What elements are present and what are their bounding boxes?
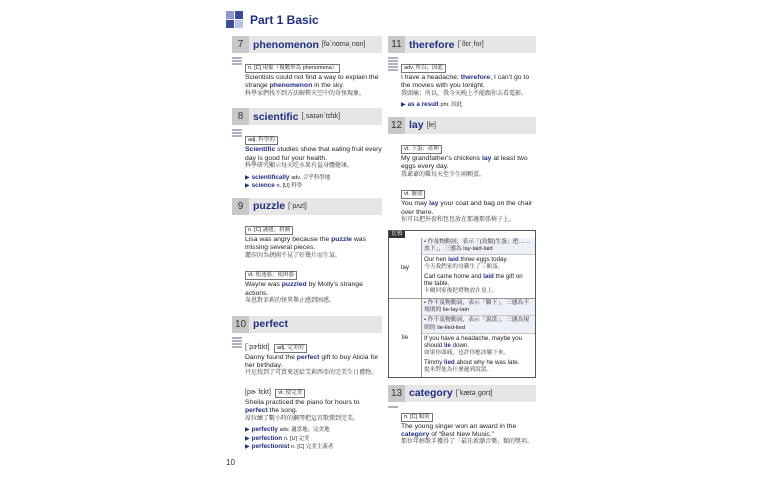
entry-number: 10 bbox=[232, 316, 249, 333]
arrow-icon: ▶ bbox=[245, 183, 250, 190]
headword: puzzle bbox=[253, 200, 286, 213]
headword: therefore bbox=[409, 38, 455, 51]
entry-number: 11 bbox=[388, 36, 405, 53]
example-en: Carl came home and laid the gift on the table. bbox=[424, 272, 523, 288]
squares-logo-icon bbox=[226, 11, 244, 29]
derivative: ▶ perfectly adv. 適當地；完美地 bbox=[245, 426, 330, 434]
headword: scientific bbox=[253, 110, 299, 123]
example-en: You may lay your coat and bag on the chair over there. bbox=[401, 200, 533, 216]
entry-header bbox=[232, 36, 382, 53]
headword: lay bbox=[409, 119, 424, 132]
part-of-speech: vt. 使迷惑；使困惑 bbox=[245, 271, 297, 280]
example-en: Scientists could not find a way to explain the strange phenomenon in the sky. bbox=[245, 74, 379, 90]
example-en: Danny found the perfect gift to buy Alicia for her birthday. bbox=[245, 353, 379, 370]
example-en: Our hen laid three eggs today. bbox=[424, 256, 508, 264]
page-header bbox=[226, 8, 319, 32]
entry-header bbox=[388, 36, 536, 53]
page-title: Part 1 Basic bbox=[250, 13, 319, 27]
exam-year-icon bbox=[232, 129, 245, 137]
usage-note: • 作及物動詞，表示「(鳥類)生蛋；把……放下」，三態為 lay-laid-laid bbox=[422, 238, 535, 255]
example-zh: 席拉練了數小時的鋼琴把這首歌彈到完美。 bbox=[245, 415, 360, 422]
entry-perfect bbox=[232, 316, 382, 452]
entry-header bbox=[388, 117, 536, 134]
derivative: ▶ perfectionist n. [C] 完美主義者 bbox=[245, 443, 334, 451]
example-zh: 我頭痛；所以，我今天晚上不能跟你去看電影。 bbox=[401, 90, 528, 97]
usage-note: • 作不及物動詞，表示「躺下」，三態為不規則的 lie-lay-lain bbox=[422, 299, 535, 316]
example-zh: 提米對他為什麼遲到說謊。 bbox=[424, 366, 493, 373]
example-en: Sheila practiced the piano for hours to perfect the song. bbox=[245, 399, 360, 415]
part-of-speech: vt. 擺放 bbox=[401, 190, 425, 199]
entry-header bbox=[388, 385, 536, 402]
example-en: My grandfather’s chickens lay at least two eggs every day. bbox=[401, 154, 528, 171]
entry-category bbox=[388, 385, 536, 450]
exam-year-icon bbox=[232, 57, 245, 65]
arrow-icon: ▶ bbox=[245, 427, 250, 434]
comparison-table bbox=[388, 230, 536, 378]
arrow-icon: ▶ bbox=[245, 444, 250, 451]
derivative: ▶ science n. [U] 科學 bbox=[245, 182, 303, 190]
part-of-speech: n. [C] 類別 bbox=[401, 413, 433, 422]
example-zh: 你可以把外套和包包放在那邊那張椅子上。 bbox=[401, 217, 516, 224]
phonetic: [le] bbox=[426, 121, 436, 129]
example-zh: 那位年輕歌手獲得了「最佳新潮音樂」類的獎項。 bbox=[401, 439, 534, 446]
example-zh: 科學研究顯示每天吃水果有益身體健康。 bbox=[245, 163, 354, 170]
phonetic: [fəˋnɑmə͵nɑn] bbox=[321, 41, 366, 48]
example-zh: 韋恩對茉莉的怪異舉止感到困惑。 bbox=[245, 298, 336, 305]
derivative: ▶ scientifically adv. 合乎科學地 bbox=[245, 173, 331, 181]
entry-number: 8 bbox=[232, 108, 249, 125]
example-zh: 麗莎因為拼圖不見了好幾片而生氣。 bbox=[245, 252, 342, 259]
headword: phenomenon bbox=[253, 38, 319, 51]
phonetic: [ˋpʌzl̩] bbox=[288, 202, 307, 210]
usage-note: • 作不及物動詞，表示「說謊」，三態為規則的 lie-lied-lied bbox=[422, 316, 535, 333]
phonetic: [͵saɪənˋtɪfɪk] bbox=[301, 113, 341, 121]
exam-year-icon bbox=[388, 406, 401, 408]
phonetic: [ˋpɝfɪkt] bbox=[245, 343, 270, 351]
right-column bbox=[388, 36, 536, 457]
example-en: Wayne was puzzled by Molly’s strange actions. bbox=[245, 281, 363, 297]
part-of-speech: adv. 所以；因此 bbox=[401, 64, 446, 73]
entry-lay bbox=[388, 117, 536, 378]
entry-therefore bbox=[388, 36, 536, 110]
example-en: Timmy lied about why he was late. bbox=[424, 358, 520, 366]
example-zh: 如果你頭痛，也許你應該躺下來。 bbox=[424, 349, 510, 356]
part-of-speech: adj. 科學的 bbox=[245, 136, 278, 145]
phonetic: [ˋðɛr͵for] bbox=[457, 41, 484, 48]
entry-phenomenon bbox=[232, 36, 382, 101]
example-en: I have a headache; therefore, I can’t go to the movies with you tonight. bbox=[401, 74, 530, 90]
left-column bbox=[232, 36, 382, 459]
synonym: ▶ as a result phr. 因此 bbox=[401, 101, 463, 109]
part-of-speech: vt. 下蛋；產卵 bbox=[401, 145, 442, 154]
part-of-speech: n. [C] 謎題；拼圖 bbox=[245, 226, 293, 235]
example-zh: 丹尼找到了可買來送給艾莉西亞的完美生日禮物。 bbox=[245, 370, 378, 377]
example-en: The young singer won an award in the category of “Best New Music.” bbox=[401, 422, 517, 438]
arrow-icon: ▶ bbox=[245, 435, 250, 442]
exam-year-icon bbox=[232, 337, 245, 348]
page-number: 10 bbox=[226, 458, 235, 467]
comparison-row-lay: lay • 作及物動詞，表示「(鳥類)生蛋；把……放下」，三態為 lay-laid-laid Our hen laid three eggs today. 今天我們家的母雞生了三顆蛋。 Carl came home and laid the gift on the table. 卡爾回家後把禮物放在桌上。 bbox=[389, 238, 535, 298]
entry-number: 9 bbox=[232, 198, 249, 215]
part-of-speech: vt. 使完美 bbox=[275, 389, 305, 398]
example-zh: 卡爾回家後把禮物放在桌上。 bbox=[424, 287, 498, 294]
example-zh: 我爺爺的雞每天至少生兩顆蛋。 bbox=[401, 171, 486, 178]
entry-puzzle bbox=[232, 198, 382, 309]
exam-year-icon bbox=[388, 57, 401, 71]
derivative: ▶ perfection n. [U] 完美 bbox=[245, 434, 310, 442]
comparison-title: 比較 bbox=[389, 231, 405, 238]
example-en: If you have a headache, maybe you should lie down. bbox=[424, 334, 523, 350]
part-of-speech: adj. 完美的 bbox=[274, 344, 307, 353]
entry-header bbox=[232, 108, 382, 125]
part-of-speech: n. [C] 現象（複數形為 phenomena） bbox=[245, 64, 340, 73]
headword: perfect bbox=[253, 318, 289, 331]
entry-header bbox=[232, 316, 382, 333]
phonetic: [pɚˋfɛkt] bbox=[245, 389, 271, 397]
comparison-row-lie: lie • 作不及物動詞，表示「躺下」，三態為不規則的 lie-lay-lain • 作不及物動詞，表示「說謊」，三態為規則的 lie-lied-lied If you have a headache, maybe you should lie down. 如果你頭痛，也許你應該躺下來。 Timmy lied about why he was late. 提米對他為什麼遲到說謊。 bbox=[389, 298, 535, 377]
example-en: Lisa was angry because the puzzle was missing several pieces. bbox=[245, 235, 366, 252]
arrow-icon: ▶ bbox=[401, 102, 406, 109]
entry-number: 7 bbox=[232, 36, 249, 53]
example-en: Scientific studies show that eating fruit every day is good for your health. bbox=[245, 146, 382, 162]
headword: category bbox=[409, 387, 453, 399]
entry-header bbox=[232, 198, 382, 215]
example-zh: 科學家們找不到方法解釋天空中的奇怪現象。 bbox=[245, 90, 366, 97]
example-zh: 今天我們家的母雞生了三顆蛋。 bbox=[424, 263, 504, 270]
phonetic: [ˋkætə͵gorɪ] bbox=[455, 389, 493, 397]
entry-number: 13 bbox=[388, 385, 405, 402]
entry-number: 12 bbox=[388, 117, 405, 134]
entry-scientific bbox=[232, 108, 382, 190]
arrow-icon: ▶ bbox=[245, 174, 250, 181]
